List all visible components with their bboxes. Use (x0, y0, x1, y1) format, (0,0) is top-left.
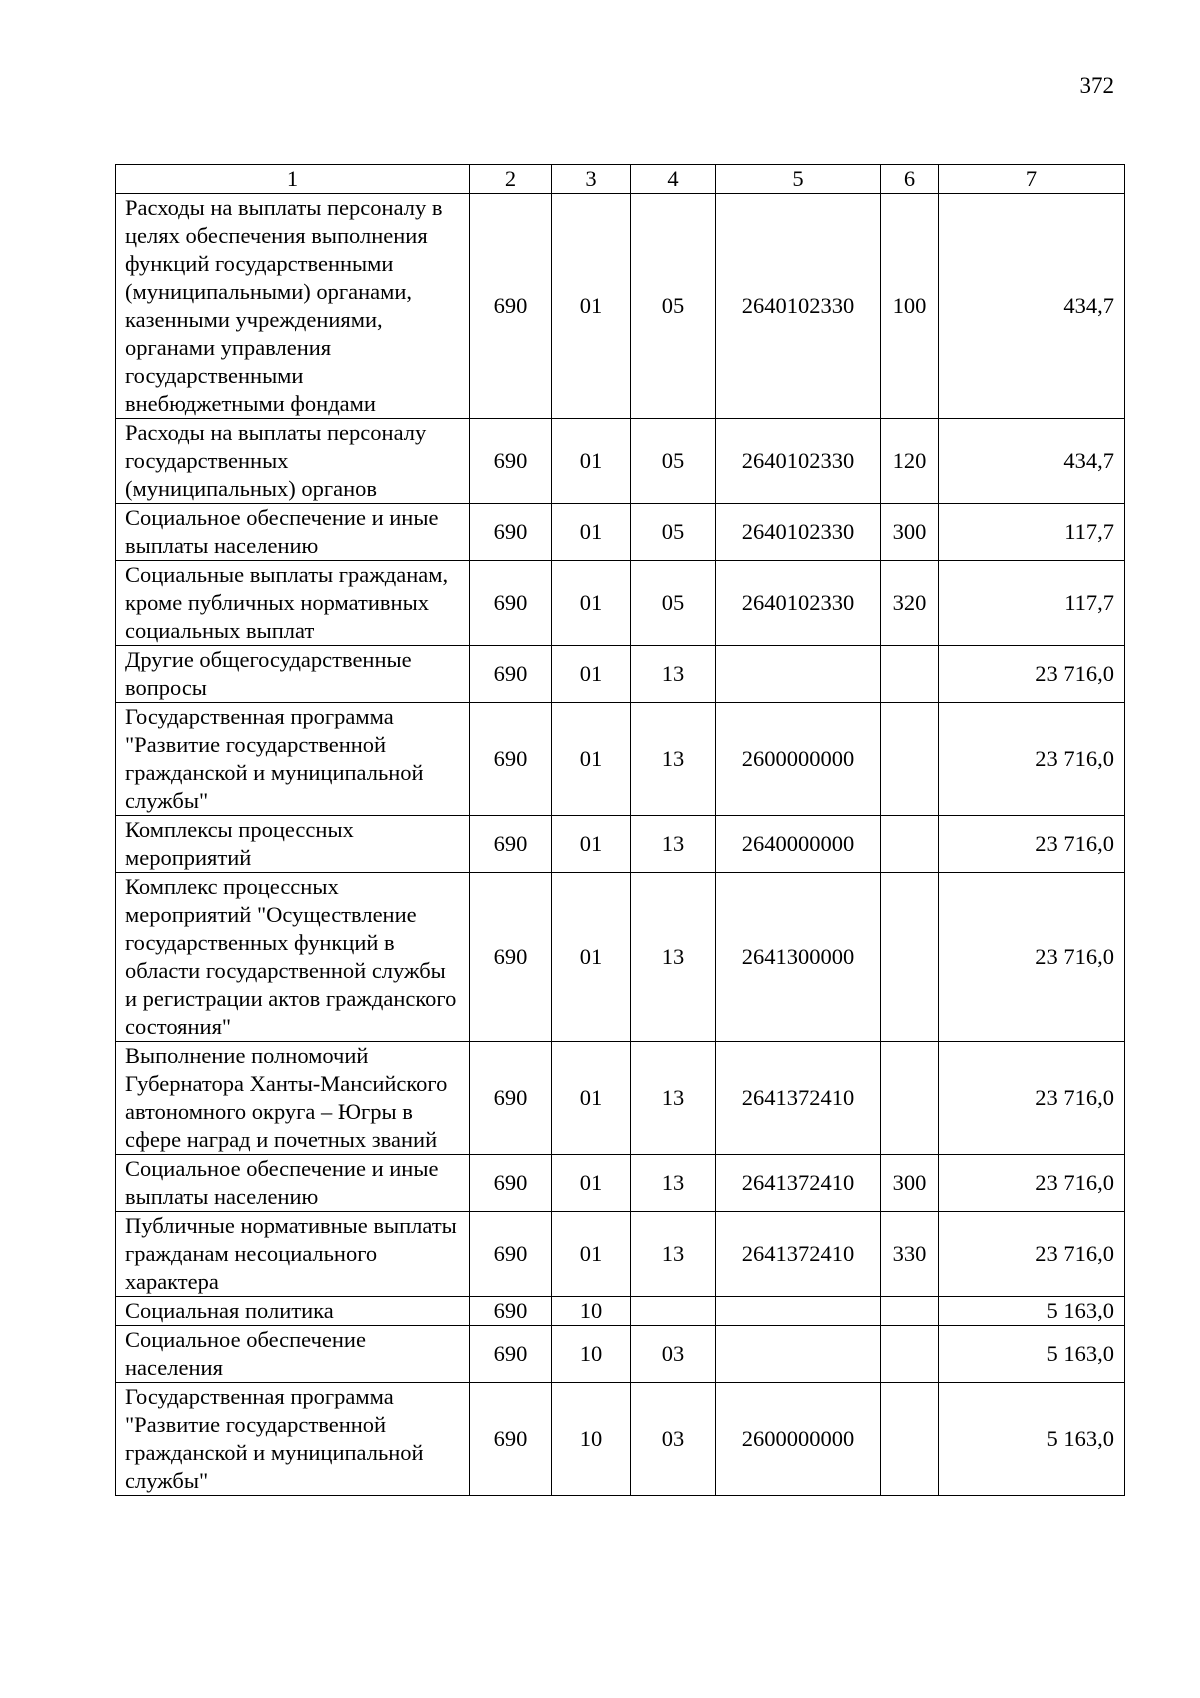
amount-cell: 23 716,0 (939, 816, 1125, 873)
column-header-4: 4 (631, 165, 716, 194)
section-code-cell: 10 (552, 1297, 631, 1326)
section-code-cell: 01 (552, 504, 631, 561)
section-code-cell: 01 (552, 873, 631, 1042)
subsection-code-cell: 13 (631, 1212, 716, 1297)
subsection-code-cell: 03 (631, 1383, 716, 1496)
table-row (116, 703, 1125, 816)
section-code-cell: 01 (552, 1155, 631, 1212)
expense-name-cell: Другие общегосударственные вопросы (116, 646, 470, 703)
subsection-code-cell (631, 1297, 716, 1326)
expense-type-cell (881, 703, 939, 816)
target-article-cell: 2640102330 (716, 194, 881, 419)
expense-type-cell (881, 1383, 939, 1496)
budget-table (115, 164, 1125, 1496)
subsection-code-cell: 05 (631, 561, 716, 646)
target-article-cell: 2640102330 (716, 561, 881, 646)
expense-name-cell: Социальное обеспечение и иные выплаты населению (116, 504, 470, 561)
target-article-cell: 2640102330 (716, 504, 881, 561)
ministry-code-cell: 690 (470, 1155, 552, 1212)
subsection-code-cell: 13 (631, 1042, 716, 1155)
expense-name-cell: Расходы на выплаты персоналу в целях обеспечения выполнения функций государственными (муниципальными) органами, казенными учреждениями, органами управления государственными внебюджетными фондами (116, 194, 470, 419)
subsection-code-cell: 13 (631, 873, 716, 1042)
column-header-5: 5 (716, 165, 881, 194)
amount-cell: 23 716,0 (939, 1042, 1125, 1155)
expense-type-cell: 320 (881, 561, 939, 646)
amount-cell: 23 716,0 (939, 646, 1125, 703)
target-article-cell: 2641300000 (716, 873, 881, 1042)
target-article-cell: 2641372410 (716, 1212, 881, 1297)
ministry-code-cell: 690 (470, 1297, 552, 1326)
target-article-cell (716, 1297, 881, 1326)
expense-name-cell: Социальное обеспечение и иные выплаты населению (116, 1155, 470, 1212)
expense-type-cell: 100 (881, 194, 939, 419)
expense-type-cell: 300 (881, 1155, 939, 1212)
table-row (116, 504, 1125, 561)
ministry-code-cell: 690 (470, 816, 552, 873)
section-code-cell: 10 (552, 1383, 631, 1496)
ministry-code-cell: 690 (470, 646, 552, 703)
expense-name-cell: Комплексы процессных мероприятий (116, 816, 470, 873)
ministry-code-cell: 690 (470, 504, 552, 561)
column-header-2: 2 (470, 165, 552, 194)
expense-type-cell: 330 (881, 1212, 939, 1297)
expense-name-cell: Выполнение полномочий Губернатора Ханты-Мансийского автономного округа – Югры в сфере наград и почетных званий (116, 1042, 470, 1155)
ministry-code-cell: 690 (470, 873, 552, 1042)
section-code-cell: 01 (552, 703, 631, 816)
amount-cell: 434,7 (939, 419, 1125, 504)
ministry-code-cell: 690 (470, 1212, 552, 1297)
expense-type-cell: 120 (881, 419, 939, 504)
table-row (116, 646, 1125, 703)
ministry-code-cell: 690 (470, 1383, 552, 1496)
expense-type-cell (881, 1326, 939, 1383)
expense-type-cell: 300 (881, 504, 939, 561)
section-code-cell: 01 (552, 646, 631, 703)
amount-cell: 434,7 (939, 194, 1125, 419)
ministry-code-cell: 690 (470, 1326, 552, 1383)
subsection-code-cell: 05 (631, 504, 716, 561)
target-article-cell: 2641372410 (716, 1042, 881, 1155)
table-row (116, 1212, 1125, 1297)
table-row (116, 1155, 1125, 1212)
amount-cell: 23 716,0 (939, 1212, 1125, 1297)
header-row (116, 165, 1125, 194)
target-article-cell: 2641372410 (716, 1155, 881, 1212)
section-code-cell: 01 (552, 419, 631, 504)
target-article-cell (716, 646, 881, 703)
column-header-3: 3 (552, 165, 631, 194)
ministry-code-cell: 690 (470, 1042, 552, 1155)
expense-name-cell: Государственная программа "Развитие государственной гражданской и муниципальной службы" (116, 703, 470, 816)
expense-type-cell (881, 646, 939, 703)
table-row (116, 419, 1125, 504)
expense-type-cell (881, 816, 939, 873)
amount-cell: 23 716,0 (939, 703, 1125, 816)
target-article-cell: 2640102330 (716, 419, 881, 504)
expense-name-cell: Социальная политика (116, 1297, 470, 1326)
column-header-1: 1 (116, 165, 470, 194)
expense-name-cell: Комплекс процессных мероприятий "Осуществление государственных функций в области государственной службы и регистрации актов гражданского состояния" (116, 873, 470, 1042)
subsection-code-cell: 03 (631, 1326, 716, 1383)
section-code-cell: 01 (552, 561, 631, 646)
table-row (116, 816, 1125, 873)
expense-name-cell: Расходы на выплаты персоналу государственных (муниципальных) органов (116, 419, 470, 504)
section-code-cell: 01 (552, 1212, 631, 1297)
expense-type-cell (881, 1297, 939, 1326)
column-header-6: 6 (881, 165, 939, 194)
subsection-code-cell: 13 (631, 816, 716, 873)
ministry-code-cell: 690 (470, 703, 552, 816)
amount-cell: 5 163,0 (939, 1326, 1125, 1383)
expense-name-cell: Социальное обеспечение населения (116, 1326, 470, 1383)
table-row (116, 873, 1125, 1042)
section-code-cell: 10 (552, 1326, 631, 1383)
target-article-cell (716, 1326, 881, 1383)
column-header-7: 7 (939, 165, 1125, 194)
target-article-cell: 2600000000 (716, 703, 881, 816)
expense-name-cell: Государственная программа "Развитие государственной гражданской и муниципальной службы" (116, 1383, 470, 1496)
amount-cell: 5 163,0 (939, 1383, 1125, 1496)
subsection-code-cell: 13 (631, 703, 716, 816)
section-code-cell: 01 (552, 816, 631, 873)
amount-cell: 23 716,0 (939, 1155, 1125, 1212)
amount-cell: 5 163,0 (939, 1297, 1125, 1326)
amount-cell: 117,7 (939, 561, 1125, 646)
page-number: 372 (1079, 73, 1114, 98)
expense-name-cell: Публичные нормативные выплаты гражданам несоциального характера (116, 1212, 470, 1297)
subsection-code-cell: 13 (631, 1155, 716, 1212)
subsection-code-cell: 05 (631, 194, 716, 419)
target-article-cell: 2640000000 (716, 816, 881, 873)
expense-name-cell: Социальные выплаты гражданам, кроме публичных нормативных социальных выплат (116, 561, 470, 646)
target-article-cell: 2600000000 (716, 1383, 881, 1496)
table-row (116, 1383, 1125, 1496)
table-row (116, 1042, 1125, 1155)
amount-cell: 23 716,0 (939, 873, 1125, 1042)
table-row (116, 194, 1125, 419)
section-code-cell: 01 (552, 1042, 631, 1155)
amount-cell: 117,7 (939, 504, 1125, 561)
ministry-code-cell: 690 (470, 419, 552, 504)
ministry-code-cell: 690 (470, 194, 552, 419)
section-code-cell: 01 (552, 194, 631, 419)
table-row (116, 1326, 1125, 1383)
ministry-code-cell: 690 (470, 561, 552, 646)
subsection-code-cell: 05 (631, 419, 716, 504)
table-row (116, 1297, 1125, 1326)
subsection-code-cell: 13 (631, 646, 716, 703)
expense-type-cell (881, 1042, 939, 1155)
table-row (116, 561, 1125, 646)
expense-type-cell (881, 873, 939, 1042)
